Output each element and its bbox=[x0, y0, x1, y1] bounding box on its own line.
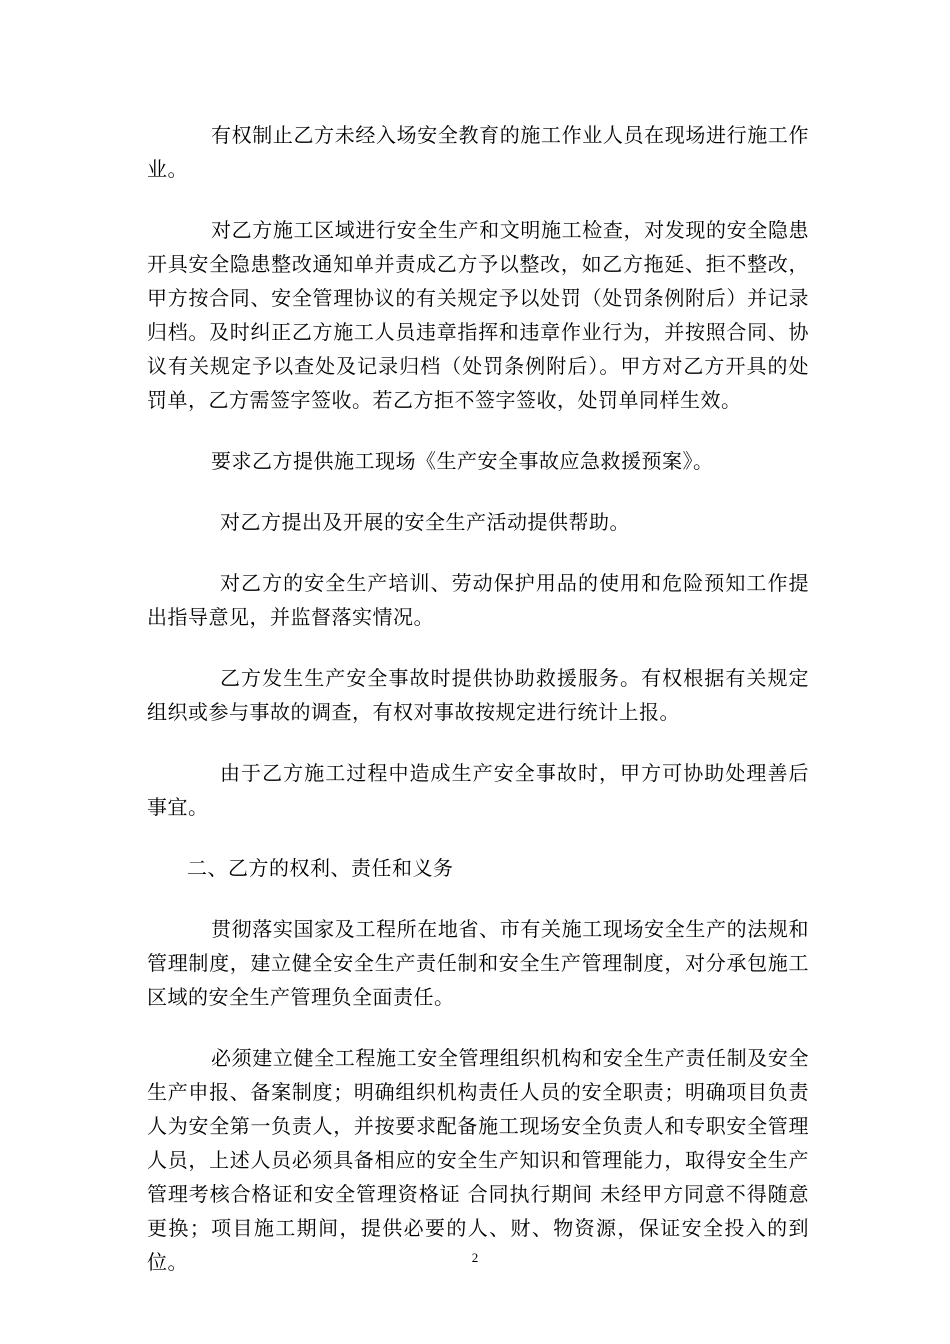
paragraph-support-activities: 对乙方提出及开展的安全生产活动提供帮助。 bbox=[220, 510, 630, 534]
paragraph-aftermath-handling: 由于乙方施工过程中造成生产安全事故时，甲方可协助处理善后事宜。 bbox=[147, 761, 809, 819]
paragraph-organization-structure: 必须建立健全工程施工安全管理组织机构和安全生产责任制及安全生产申报、备案制度；明确组织机构责任人员的安全职责；明确项目负责人为安全第一负责人，并按要求配备施工现场安全负责人和专职安全管理人员，上述人员必须具备相应的安全生产知识和管理能力，取得安全生产管理考核合格证和安全管理资格证 合同执行期间 未经甲方同意不得随意更换；项目施工期间，提供必要的人、财、物资源，保证安全投入的到位。 bbox=[147, 1046, 809, 1274]
document-body bbox=[147, 118, 809, 1306]
paragraph-safety-inspection: 对乙方施工区域进行安全生产和文明施工检查，对发现的安全隐患开具安全隐患整改通知单并责成乙方予以整改，如乙方拖延、拒不整改，甲方按合同、安全管理协议的有关规定予以处罚（处罚条例附后）并记录归档。及时纠正乙方施工人员违章指挥和违章作业行为，并按照合同、协议有关规定予以查处及记录归档（处罚条例附后）。甲方对乙方开具的处罚单，乙方需签字签收。若乙方拒不签字签收，处罚单同样生效。 bbox=[147, 218, 809, 412]
paragraph-emergency-plan: 要求乙方提供施工现场《生产安全事故应急救援预案》。 bbox=[211, 449, 714, 473]
paragraph-accident-rescue: 乙方发生生产安全事故时提供协助救援服务。有权根据有关规定组织或参与事故的调查，有权对事故按规定进行统计上报。 bbox=[147, 666, 809, 724]
page-number: 2 bbox=[471, 1250, 479, 1265]
section-heading-party-b: 二、乙方的权利、责任和义务 bbox=[187, 856, 454, 880]
paragraph-implement-regulations: 贯彻落实国家及工程所在地省、市有关施工现场安全生产的法规和管理制度，建立健全安全生产责任制和安全生产管理制度，对分承包施工区域的安全生产管理负全面责任。 bbox=[147, 917, 809, 1009]
paragraph-training-guidance: 对乙方的安全生产培训、劳动保护用品的使用和危险预知工作提出指导意见，并监督落实情况。 bbox=[147, 571, 809, 629]
paragraph-stop-unqualified-workers: 有权制止乙方未经入场安全教育的施工作业人员在现场进行施工作业。 bbox=[147, 123, 809, 181]
